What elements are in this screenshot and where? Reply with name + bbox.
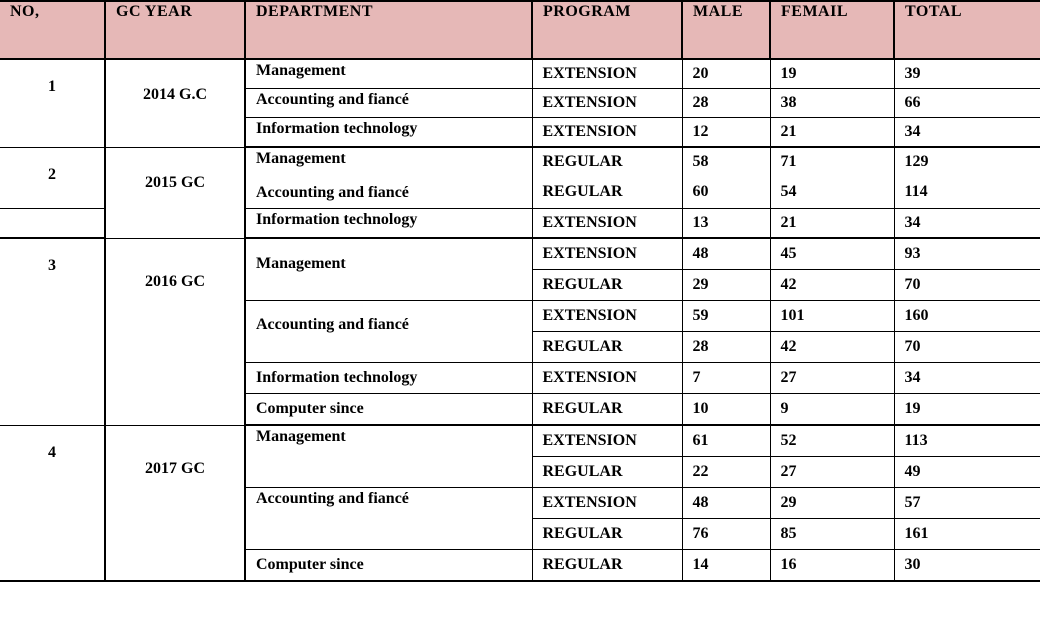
total-count: 70: [894, 270, 1040, 301]
female-count: 29: [770, 488, 894, 519]
header-female: FEMAIL: [770, 1, 894, 59]
total-count: 57: [894, 488, 1040, 519]
total-count: 66: [894, 89, 1040, 118]
department: Information technology: [245, 363, 532, 394]
male-count: 60: [682, 176, 770, 209]
total-count: 39: [894, 59, 1040, 89]
row-number: 3: [0, 238, 105, 425]
program: EXTENSION: [532, 118, 682, 148]
row-number: 4: [0, 425, 105, 581]
male-count: 48: [682, 238, 770, 270]
total-count: 19: [894, 394, 1040, 426]
header-total: TOTAL: [894, 1, 1040, 59]
gc-year: 2014 G.C: [105, 59, 245, 147]
department: Management: [245, 59, 532, 89]
female-count: 52: [770, 425, 894, 457]
table-row: [0, 59, 1040, 89]
male-count: 28: [682, 332, 770, 363]
department: Accounting and fiancé: [245, 176, 532, 209]
department: Accounting and fiancé: [245, 89, 532, 118]
program: EXTENSION: [532, 488, 682, 519]
program: REGULAR: [532, 270, 682, 301]
department: Management: [245, 238, 532, 301]
male-count: 14: [682, 550, 770, 582]
program: REGULAR: [532, 519, 682, 550]
table-header: [0, 1, 1040, 59]
female-count: 9: [770, 394, 894, 426]
program: REGULAR: [532, 176, 682, 209]
female-count: 27: [770, 363, 894, 394]
female-count: 101: [770, 301, 894, 332]
row-number: 2: [0, 147, 105, 209]
total-count: 34: [894, 209, 1040, 239]
department: Information technology: [245, 209, 532, 239]
total-count: 160: [894, 301, 1040, 332]
female-count: 21: [770, 118, 894, 148]
table-row: [0, 425, 1040, 457]
female-count: 19: [770, 59, 894, 89]
total-count: 30: [894, 550, 1040, 582]
male-count: 76: [682, 519, 770, 550]
table-row: [0, 238, 1040, 270]
total-count: 113: [894, 425, 1040, 457]
male-count: 22: [682, 457, 770, 488]
department: Accounting and fiancé: [245, 301, 532, 363]
total-count: 129: [894, 147, 1040, 176]
female-count: 38: [770, 89, 894, 118]
department: Management: [245, 425, 532, 488]
program: REGULAR: [532, 147, 682, 176]
row-number: 1: [0, 59, 105, 147]
male-count: 58: [682, 147, 770, 176]
program: EXTENSION: [532, 301, 682, 332]
male-count: 13: [682, 209, 770, 239]
male-count: 29: [682, 270, 770, 301]
female-count: 27: [770, 457, 894, 488]
female-count: 21: [770, 209, 894, 239]
total-count: 70: [894, 332, 1040, 363]
total-count: 161: [894, 519, 1040, 550]
male-count: 10: [682, 394, 770, 426]
header-no: NO,: [0, 1, 105, 59]
male-count: 12: [682, 118, 770, 148]
department: Accounting and fiancé: [245, 488, 532, 550]
header-program: PROGRAM: [532, 1, 682, 59]
gc-year: 2015 GC: [105, 147, 245, 238]
department: Information technology: [245, 118, 532, 148]
female-count: 42: [770, 332, 894, 363]
male-count: 20: [682, 59, 770, 89]
male-count: 61: [682, 425, 770, 457]
gc-year: 2017 GC: [105, 425, 245, 581]
header-male: MALE: [682, 1, 770, 59]
table-row: [0, 147, 1040, 176]
female-count: 45: [770, 238, 894, 270]
female-count: 85: [770, 519, 894, 550]
table-body: [0, 59, 1040, 581]
total-count: 114: [894, 176, 1040, 209]
female-count: 16: [770, 550, 894, 582]
program: EXTENSION: [532, 89, 682, 118]
female-count: 42: [770, 270, 894, 301]
program: REGULAR: [532, 394, 682, 426]
program: REGULAR: [532, 332, 682, 363]
gc-year: 2016 GC: [105, 238, 245, 425]
program: REGULAR: [532, 457, 682, 488]
male-count: 7: [682, 363, 770, 394]
male-count: 28: [682, 89, 770, 118]
row-number-spacer: [0, 209, 105, 239]
program: EXTENSION: [532, 59, 682, 89]
total-count: 34: [894, 363, 1040, 394]
total-count: 34: [894, 118, 1040, 148]
total-count: 49: [894, 457, 1040, 488]
program: EXTENSION: [532, 363, 682, 394]
department: Management: [245, 147, 532, 176]
program: EXTENSION: [532, 209, 682, 239]
female-count: 54: [770, 176, 894, 209]
department: Computer since: [245, 394, 532, 426]
male-count: 48: [682, 488, 770, 519]
program: EXTENSION: [532, 238, 682, 270]
department: Computer since: [245, 550, 532, 582]
header-row: [0, 1, 1040, 59]
header-department: DEPARTMENT: [245, 1, 532, 59]
female-count: 71: [770, 147, 894, 176]
header-gc-year: GC YEAR: [105, 1, 245, 59]
program: EXTENSION: [532, 425, 682, 457]
male-count: 59: [682, 301, 770, 332]
program: REGULAR: [532, 550, 682, 582]
total-count: 93: [894, 238, 1040, 270]
